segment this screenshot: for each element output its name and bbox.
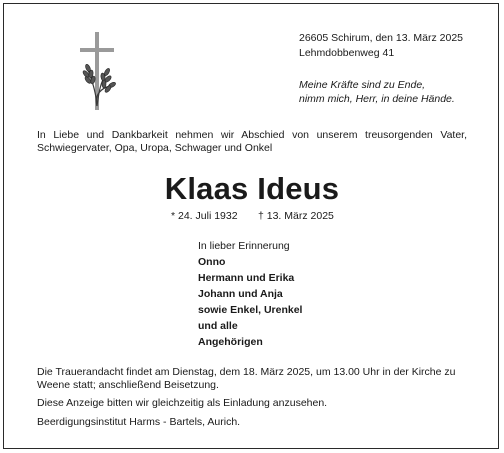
undertaker-text: Beerdigungsinstitut Harms - Bartels, Aurich. [37,416,241,428]
street-address: Lehmdobbenweg 41 [299,47,395,59]
mourners-heading: In lieber Erinnerung [198,240,290,252]
mourner-name: sowie Enkel, Urenkel [198,304,303,316]
place-date: 26605 Schirum, den 13. März 2025 [299,32,464,44]
service-line-2: Weene statt; anschließend Beisetzung. [37,379,219,391]
intro-line-1: In Liebe und Dankbarkeit nehmen wir Abschied von unserem treusorgenden Vater, [37,129,467,141]
birth-date: * 24. Juli 1932 [171,210,238,222]
intro-text [37,129,467,155]
death-date: † 13. März 2025 [258,210,334,222]
quote-line-1: Meine Kräfte sind zu Ende, [299,79,426,91]
intro-line-2: Schwiegervater, Opa, Uropa, Schwager und Onkel [37,142,273,154]
cross-wheat-icon [74,30,122,112]
quote-line-2: nimm mich, Herr, in deine Hände. [299,93,455,105]
mourner-name: Onno [198,256,226,268]
invitation-text: Diese Anzeige bitten wir gleichzeitig als Einladung anzusehen. [37,397,328,409]
mourner-name: und alle [198,320,238,332]
deceased-name: Klaas Ideus [164,171,340,206]
mourner-name: Hermann und Erika [198,272,295,284]
mourner-name: Johann und Anja [198,288,283,300]
service-line-1: Die Trauerandacht findet am Dienstag, dem 18. März 2025, um 13.00 Uhr in der Kirche zu [37,366,456,378]
mourner-name: Angehörigen [198,336,263,348]
